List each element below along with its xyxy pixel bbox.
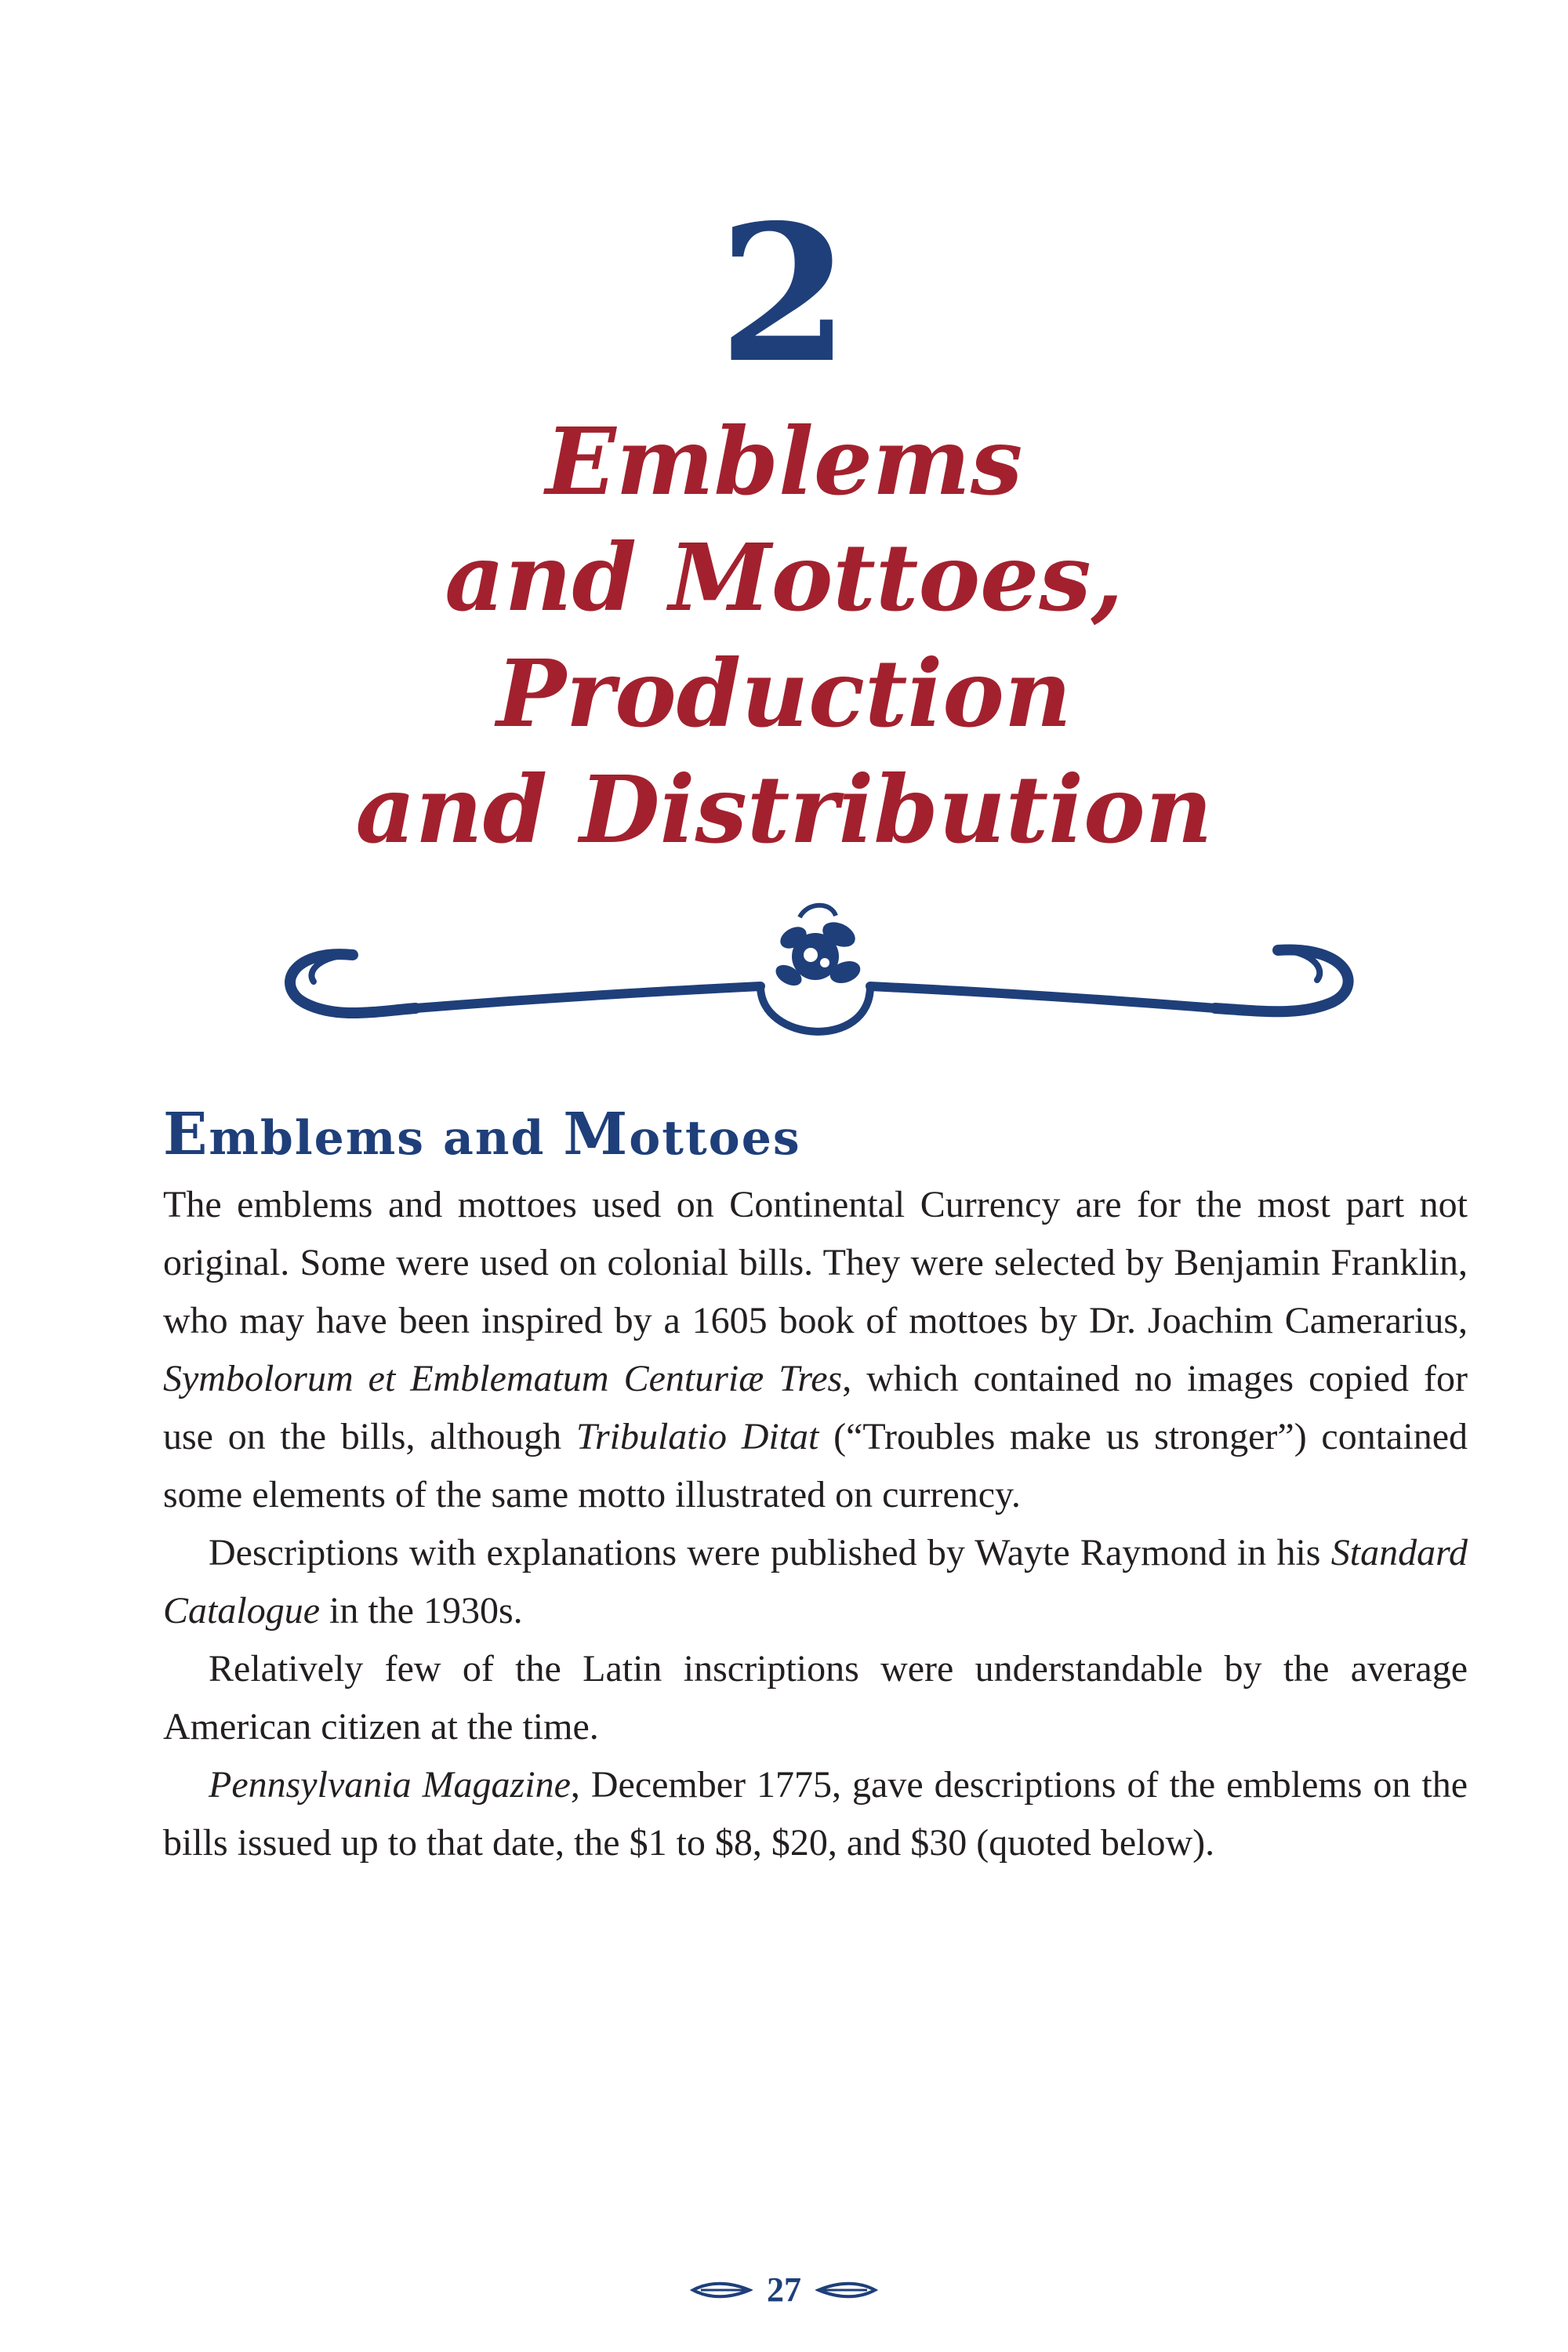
text-run: Descriptions with explanations were published by Wayte Raymond in his	[209, 1532, 1331, 1573]
paragraph	[163, 1524, 1468, 1640]
chapter-title-line: Production	[496, 639, 1072, 748]
motto: Tribulatio Ditat	[575, 1416, 819, 1457]
paragraph	[163, 1640, 1468, 1756]
heading-initial: E	[163, 1101, 209, 1168]
text-run: in the 1930s.	[320, 1590, 523, 1632]
chapter-number: 2	[718, 183, 850, 405]
magazine-title: Pennsylvania Magazine	[209, 1764, 571, 1806]
folio-flourish-right-icon	[815, 2278, 878, 2302]
chapter-title-line: Emblems	[545, 407, 1023, 516]
paragraph	[163, 1176, 1468, 1524]
page-number: 27	[767, 2270, 801, 2309]
chapter-title-line: and Mottoes,	[445, 523, 1123, 632]
chapter-title-line: and Distribution	[355, 755, 1213, 864]
heading-initial: M	[563, 1101, 630, 1168]
paragraph	[163, 1756, 1468, 1872]
text-run: , which contained no images copied for use on the bills, although	[163, 1358, 1468, 1457]
folio-flourish-left-icon	[690, 2278, 753, 2302]
page-folio	[0, 2270, 1568, 2310]
text-run: Relatively few of the Latin inscriptions were understandable by the average American citizen at the time.	[163, 1648, 1468, 1748]
scroll-flourish-ornament	[259, 894, 1372, 1066]
book-title: Symbolorum et Emblematum Centuriæ Tres	[163, 1358, 843, 1399]
book-title: Standard Catalogue	[163, 1532, 1468, 1632]
heading-text: ottoes	[629, 1111, 801, 1166]
section-heading	[163, 1101, 801, 1168]
body-text	[163, 1176, 1468, 1872]
heading-text: mblems and	[209, 1111, 564, 1166]
text-run: The emblems and mottoes used on Continental Currency are for the most part not original. Some were used on colonial bills. They were selected by Benjamin Franklin, who may have been inspired by a 1605 book of mottoes by Dr. Joachim Camerarius,	[163, 1184, 1468, 1341]
text-run: (“Troubles make us stronger”) contained some elements of the same motto illustrated on currency.	[163, 1416, 1468, 1515]
chapter-title	[0, 404, 1568, 868]
text-run: , December 1775, gave descriptions of the emblems on the bills issued up to that date, the $1 to $8, $20, and $30 (quoted below).	[163, 1764, 1468, 1864]
